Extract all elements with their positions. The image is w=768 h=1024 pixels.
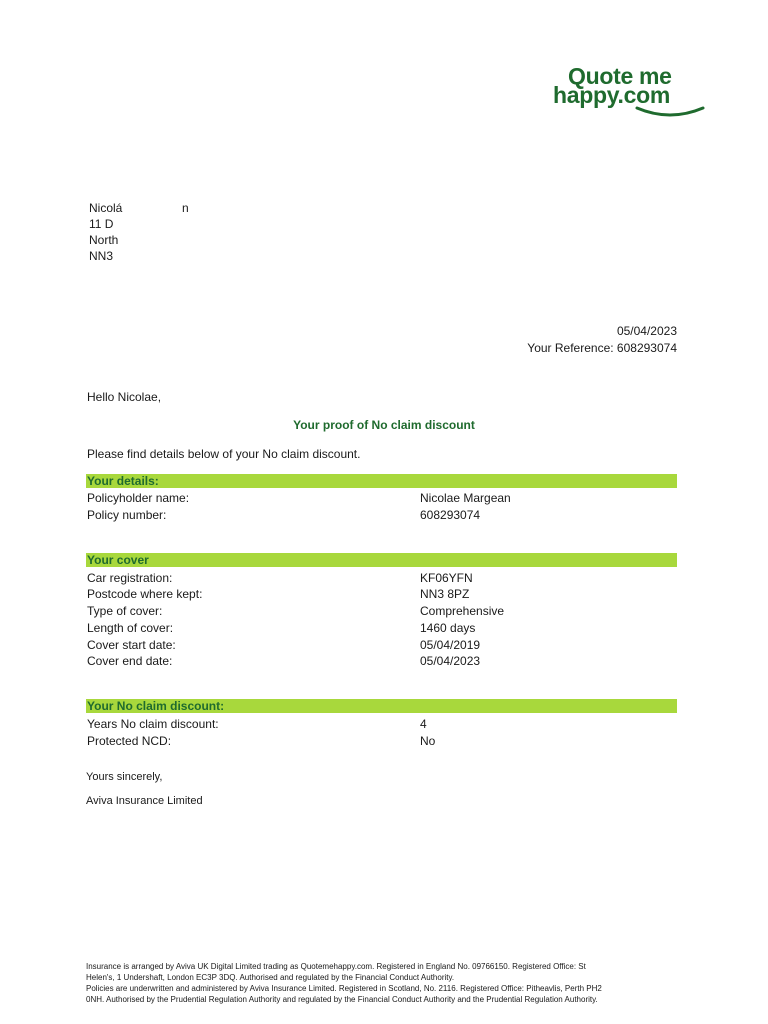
footer-legal: [86, 961, 676, 1005]
smile-icon: [635, 106, 705, 118]
letter-title: Your proof of No claim discount: [293, 418, 475, 432]
cover-heading-band: [86, 553, 677, 567]
cover-heading: Your cover: [87, 553, 149, 567]
length-of-cover-label: Length of cover:: [87, 621, 174, 635]
policyholder-name-label: Policyholder name:: [87, 491, 190, 505]
company-signature: Aviva Insurance Limited: [86, 795, 203, 807]
address-line-2: 11 D: [89, 217, 114, 231]
details-heading-band: [86, 474, 677, 488]
brand-logo-line1: Quote me: [568, 63, 672, 89]
policy-number-value: 608293074: [420, 508, 481, 522]
postcode-label: Postcode where kept:: [87, 587, 203, 601]
intro-text: Please find details below of your No claim discount.: [87, 447, 361, 461]
car-registration-value: KF06YFN: [420, 571, 473, 585]
cover-end-date-label: Cover end date:: [87, 654, 173, 668]
greeting: Hello Nicolae,: [87, 390, 162, 404]
policy-number-label: Policy number:: [87, 508, 167, 522]
years-ncd-label: Years No claim discount:: [87, 717, 219, 731]
reference-label: Your Reference:: [527, 341, 614, 355]
sign-off: Yours sincerely,: [86, 771, 163, 783]
reference-line: [527, 341, 677, 355]
cover-start-date-value: 05/04/2019: [420, 638, 481, 652]
type-of-cover-value: Comprehensive: [420, 604, 505, 618]
address-line-1-tail: n: [182, 201, 189, 215]
letter-date: 05/04/2023: [616, 324, 677, 338]
ncd-heading: Your No claim discount:: [87, 699, 225, 713]
address-line-3: North: [89, 233, 119, 247]
protected-ncd-value: No: [420, 734, 436, 748]
brand-logo-line2: happy.com: [553, 82, 671, 108]
postcode-value: NN3 8PZ: [420, 587, 470, 601]
footer-line-4: 0NH. Authorised by the Prudential Regulation Authority and regulated by the Financial Conduct Authority and the Prudential Regulation Authority.: [86, 995, 598, 1004]
ncd-heading-band: [86, 699, 677, 713]
car-registration-label: Car registration:: [87, 571, 173, 585]
years-ncd-value: 4: [420, 717, 427, 731]
details-heading: Your details:: [87, 474, 159, 488]
footer-line-2: Helen's, 1 Undershaft, London EC3P 3DQ. Authorised and regulated by the Financial Conduct Authority.: [86, 973, 455, 982]
brand-logo: [553, 62, 703, 118]
address-line-4: NN3: [89, 249, 114, 263]
footer-line-1: Insurance is arranged by Aviva UK Digital Limited trading as Quotemehappy.com. Registered in England No. 09766150. Registered Office: St: [86, 962, 586, 971]
footer-line-3: Policies are underwritten and administered by Aviva Insurance Limited. Registered in Scotland, No. 2116. Registered Office: Pitheavlis, Perth PH2: [86, 984, 602, 993]
length-of-cover-value: 1460 days: [420, 621, 476, 635]
type-of-cover-label: Type of cover:: [87, 604, 163, 618]
policyholder-name-value: Nicolae Margean: [420, 491, 511, 505]
protected-ncd-label: Protected NCD:: [87, 734, 172, 748]
cover-start-date-label: Cover start date:: [87, 638, 176, 652]
address-line-1: Nicolá: [89, 201, 123, 215]
cover-end-date-value: 05/04/2023: [420, 654, 481, 668]
reference-value: 608293074: [616, 341, 677, 355]
